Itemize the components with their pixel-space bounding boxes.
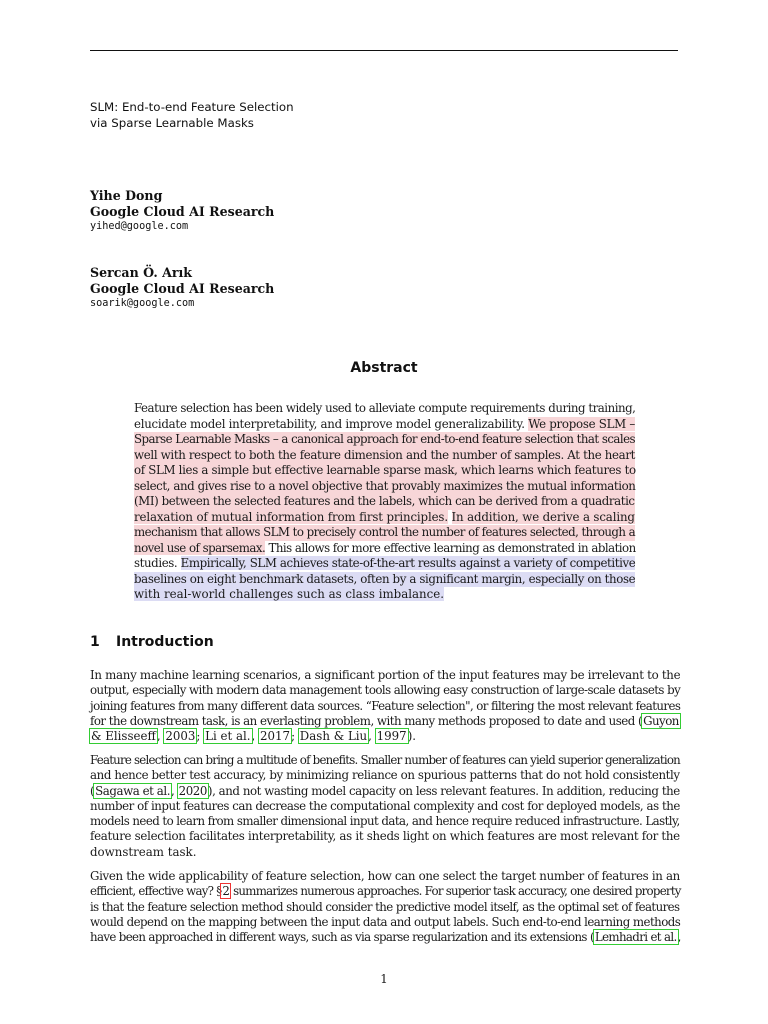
abstract-text: studies. xyxy=(134,556,178,570)
highlight-red: relaxation of mutual information from first principles. xyxy=(134,509,448,524)
paragraph-line: and hence better test accuracy, by minimizing reliance on spurious patterns that do not hold consistently xyxy=(90,768,680,783)
paragraph-line: downstream task. xyxy=(90,844,197,859)
abstract-line-highlight-red: of SLM lies a simple but effective learnable sparse mask, which learns which features to xyxy=(134,463,636,477)
citation-link[interactable]: Li et al. xyxy=(205,729,251,744)
paragraph-line: feature selection facilitates interpretability, as it sheds light on which features are most relevant for the xyxy=(90,829,680,844)
paragraph-line xyxy=(90,729,680,744)
author-name: Sercan Ö. Arık xyxy=(90,265,193,280)
paragraph-text: , xyxy=(368,729,376,744)
citation-link[interactable]: Lemhadri et al. xyxy=(594,930,677,945)
paragraph xyxy=(90,668,680,744)
abstract-line-highlight-red: (MI) between the selected features and the labels, which can be derived from a quadratic xyxy=(134,494,635,508)
title-line: via Sparse Learnable Masks xyxy=(90,115,254,130)
paragraph-line xyxy=(90,930,680,945)
citation-link[interactable]: Guyon xyxy=(643,713,679,728)
author-block xyxy=(90,265,274,311)
abstract-text: elucidate model interpretability, and improve model generalizability. xyxy=(134,416,525,431)
paragraph-line xyxy=(90,784,680,799)
paragraph-line xyxy=(90,714,680,729)
paragraph-text: , xyxy=(251,729,260,744)
citation-link[interactable]: Dash & Liu xyxy=(299,729,368,744)
citation-link[interactable]: Sagawa et al. xyxy=(95,783,171,798)
abstract-line-highlight-red: Sparse Learnable Masks – a canonical approach for end-to-end feature selection that scales xyxy=(134,432,636,446)
citation-link[interactable]: 2017 xyxy=(260,729,291,744)
paragraph-line: models need to learn from smaller dimensional input data, and hence require reduced infrastructure. Lastly, xyxy=(90,814,680,829)
paragraph-line: joining features from many different data sources. “Feature selection", or filtering the most relevant features xyxy=(90,698,681,713)
paragraph xyxy=(90,753,680,860)
highlight-blue: Empirically, SLM achieves state-of-the-art results against a variety of competitive xyxy=(180,556,636,570)
section-number: 1 xyxy=(90,634,100,650)
paragraph-line: would depend on the mapping between the input data and output labels. Such end-to-end learning methods xyxy=(90,914,681,929)
paragraph-line: In many machine learning scenarios, a significant portion of the input features may be irrelevant to the xyxy=(90,668,681,682)
paragraph-text: , xyxy=(677,930,681,945)
paragraph-text: efficient, effective way? § xyxy=(90,884,222,899)
paragraph-text: , xyxy=(171,783,178,798)
section-title: Introduction xyxy=(116,634,214,650)
paragraph-line: is that the feature selection method should consider the predictive model itself, as the optimal set of features xyxy=(90,899,680,914)
abstract-line-highlight-red: well with respect to both the feature dimension and the number of samples. At the heart xyxy=(134,447,636,462)
citation-link[interactable]: 2020 xyxy=(178,783,207,798)
abstract-line xyxy=(134,510,635,526)
paragraph-text: ( xyxy=(90,783,95,798)
paper-title xyxy=(90,100,678,131)
paragraph-line: output, especially with modern data management tools allowing easy construction of large-scale datasets by xyxy=(90,683,681,698)
page-number: 1 xyxy=(380,972,388,986)
paragraph-line xyxy=(90,884,680,899)
citation-link[interactable]: 1997 xyxy=(376,729,407,744)
author-affiliation: Google Cloud AI Research xyxy=(90,281,275,296)
top-rule xyxy=(90,50,678,51)
abstract-line-highlight-red: select, and gives rise to a novel objective that provably maximizes the mutual information xyxy=(134,478,636,493)
highlight-blue: with real-world challenges such as class imbalance. xyxy=(134,587,444,601)
highlight-red: In addition, we derive a scaling xyxy=(451,509,635,524)
author-name: Yihe Dong xyxy=(90,188,163,203)
paragraph-text: for the downstream task, is an everlasting problem, with many methods proposed to date and used ( xyxy=(90,713,643,728)
abstract-line: Feature selection has been widely used to alleviate compute requirements during training, xyxy=(134,401,636,415)
section-heading xyxy=(90,634,214,650)
abstract-text: This allows for more effective learning as demonstrated in ablation xyxy=(268,540,636,555)
abstract-line xyxy=(134,541,635,557)
section-reference-link[interactable]: 2 xyxy=(222,884,230,899)
paragraph-line: Given the wide applicability of feature selection, how can one select the target number of features in an xyxy=(90,869,680,883)
abstract-line xyxy=(134,556,635,572)
abstract-heading: Abstract xyxy=(350,360,418,376)
paragraph-text: summarizes numerous approaches. For superior task accuracy, one desired property xyxy=(230,884,681,899)
abstract-line xyxy=(134,587,635,603)
abstract-line xyxy=(134,417,635,433)
paragraph-text: ), and not wasting model capacity on less relevant features. In addition, reducing the xyxy=(207,783,680,798)
citation-link[interactable]: & Elisseeff xyxy=(91,729,156,744)
highlight-red: novel use of sparsemax. xyxy=(134,540,266,555)
highlight-red: We propose SLM – xyxy=(528,416,636,431)
paragraph-text: have been approached in different ways, such as via sparse regularization and its extensions ( xyxy=(90,930,594,945)
author-email: soarik@google.com xyxy=(90,298,195,309)
title-line: SLM: End-to-end Feature Selection xyxy=(90,100,294,114)
paragraph-text: ; xyxy=(196,729,205,744)
paragraph-text: , xyxy=(156,729,165,744)
paragraph-line: number of input features can decrease the computational complexity and cost for deployed models, as the xyxy=(90,798,680,813)
author-affiliation: Google Cloud AI Research xyxy=(90,204,275,219)
author-email: yihed@google.com xyxy=(90,221,189,232)
citation-link[interactable]: 2003 xyxy=(165,729,196,744)
author-block xyxy=(90,188,274,234)
abstract-line-highlight-red: mechanism that allows SLM to precisely control the number of features selected, through a xyxy=(134,525,636,539)
abstract-line-highlight-blue: baselines on eight benchmark datasets, often by a significant margin, especially on those xyxy=(134,571,636,586)
paragraph-text: ; xyxy=(291,729,299,744)
abstract-body xyxy=(134,401,635,603)
paragraph-text: ). xyxy=(407,729,417,744)
paragraph-line: Feature selection can bring a multitude of benefits. Smaller number of features can yield superior generalization xyxy=(90,753,680,767)
paragraph xyxy=(90,869,680,945)
